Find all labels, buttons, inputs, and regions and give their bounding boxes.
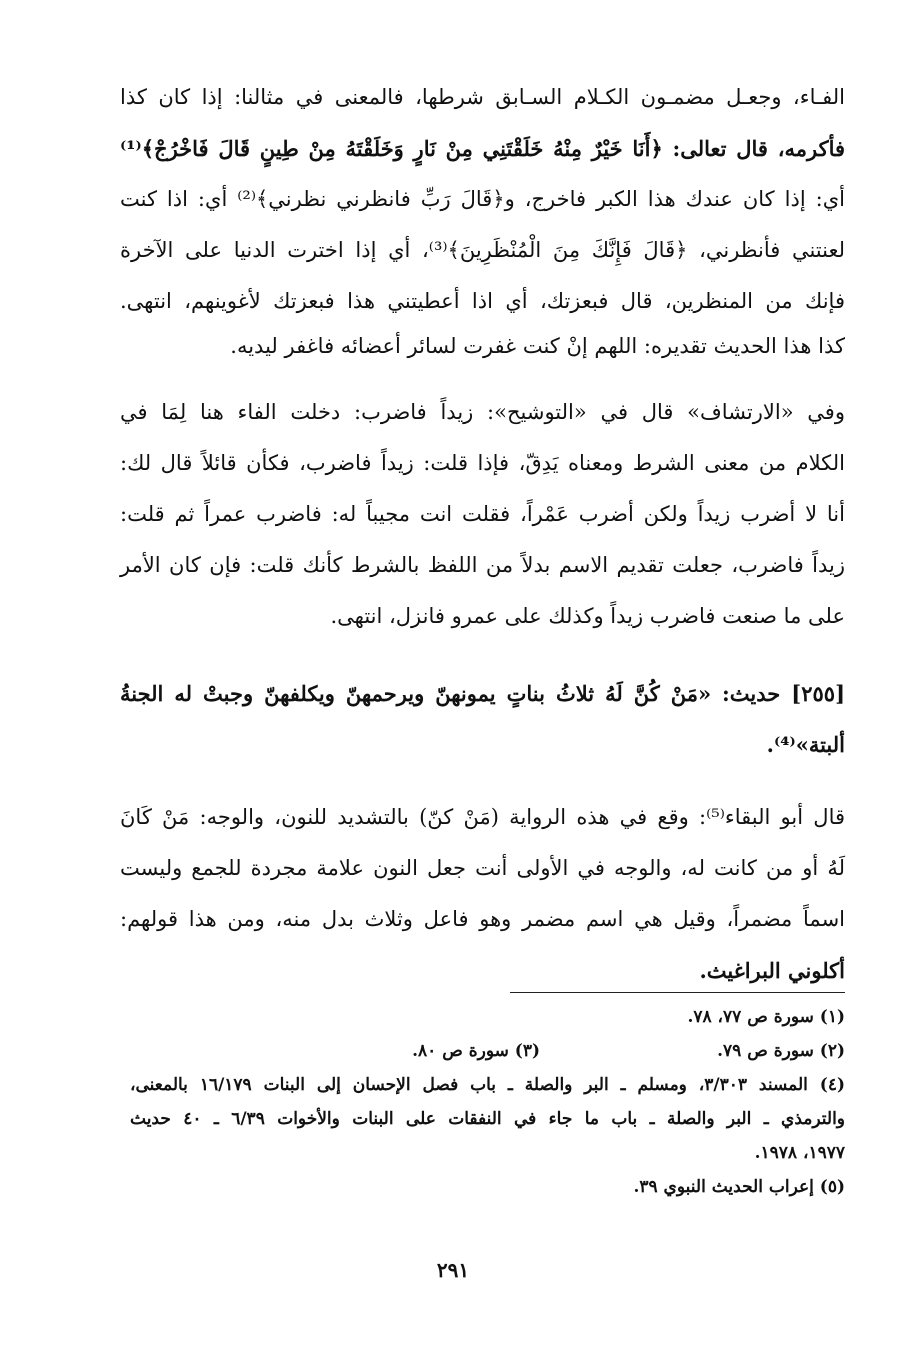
text-line: ألبتة»⁽⁴⁾. <box>766 732 845 757</box>
footnote-divider <box>510 992 845 993</box>
page-body <box>120 72 845 996</box>
footnote-row-2-3 <box>130 1034 845 1068</box>
hadith-heading <box>120 668 845 770</box>
footnote-4-line: (٤) المسند ٣/٣٠٣، ومسلم ـ البر والصلة ـ باب فصل الإحسان إلى البنات ١٦/١٧٩ بالمعنى، <box>130 1075 845 1095</box>
text-line: أي: إذا كان عندك هذا الكبر فاخرج، و﴿قَالَ رَبِّ فانظرني نظرني﴾⁽²⁾ أي: اذا كنت <box>120 187 845 211</box>
text-line: أكلوني البراغيث. <box>699 958 845 983</box>
footnote-4-line: ١٩٧٧، ١٩٧٨. <box>754 1143 845 1163</box>
footnote-1: (١) سورة ص ٧٧، ٧٨. <box>687 1007 845 1027</box>
footnote-2: (٢) سورة ص ٧٩. <box>717 1041 845 1061</box>
text-line: اسماً مضمراً، وقيل هي اسم مضمر وهو فاعل وثلاث بدل منه، ومن هذا قولهم: <box>120 907 845 931</box>
text-line: الكلام من معنى الشرط ومعناه يَدِقّ، فإذا قلت: زيداً فاضرب، فكأن قائلاً قال لك: <box>120 451 845 475</box>
text-line: لَهُ أو من كانت له، والوجه في الأولى أنت جعل النون علامة مجردة للجمع وليست <box>120 856 845 880</box>
text-line: زيداً فاضرب، جعلت تقديم الاسم بدلاً من اللفظ بالشرط كأنك قلت: فإن كان الأمر <box>120 553 845 577</box>
text-line: فأكرمه، قال تعالى: ﴿أَنَا خَيْرٌ مِنْهُ خَلَقْتَنِي مِنْ نَارٍ وَخَلَقْتَهُ مِنْ طِينٍ قَالَ فَاخْرُجْ﴾⁽¹⁾ <box>120 136 845 161</box>
paragraph-3 <box>120 792 845 996</box>
text-line: [٢٥٥] حديث: «مَنْ كُنَّ لَهُ ثلاثُ بناتٍ يمونهنّ ويرحمهنّ ويكلفهنّ وجبتْ له الجنةُ <box>120 681 845 706</box>
paragraph-1 <box>120 72 845 365</box>
text-line: فإنك من المنظرين، قال فبعزتك، أي اذا أعطيتني هذا فبعزتك لأغوينهم، انتهى. <box>120 289 845 313</box>
paragraph-2 <box>120 387 845 642</box>
text-line: قال أبو البقاء⁽⁵⁾: وقع في هذه الرواية (مَنْ كنّ) بالتشديد للنون، والوجه: مَنْ كَانَ <box>120 805 846 829</box>
text-line: لعنتني فأنظرني، ﴿قَالَ فَإِنَّكَ مِنَ الْمُنْظَرِينَ﴾⁽³⁾، أي إذا اخترت الدنيا على الآخرة <box>120 238 846 262</box>
footnote-3: (٣) سورة ص ٨٠. <box>412 1041 540 1061</box>
footnotes <box>130 1000 845 1204</box>
text-line: وفي «الارتشاف» قال في «التوشيح»: زيداً فاضرب: دخلت الفاء هنا لِمَا في <box>120 400 845 424</box>
text-line: الفـاء، وجعـل مضمـون الكـلام السـابق شرطها، فالمعنى في مثالنا: إذا كان كذا <box>120 85 845 109</box>
footnote-5: (٥) إعراب الحديث النبوي ٣٩. <box>633 1177 845 1197</box>
text-line: كذا هذا الحديث تقديره: اللهم إنْ كنت غفرت لسائر أعضائه فاغفر ليديه. <box>230 334 845 358</box>
footnote-4-line: والترمذي ـ البر والصلة ـ باب ما جاء في النفقات على البنات والأخوات ٦/٣٩ ـ ٤٠ حديث <box>130 1109 845 1129</box>
text-line: أنا لا أضرب زيداً ولكن أضرب عَمْراً، فقلت انت مجيباً له: فاضرب عمراً ثم قلت: <box>120 502 845 526</box>
page-number: ٢٩١ <box>436 1258 470 1282</box>
text-line: على ما صنعت فاضرب زيداً وكذلك على عمرو فانزل، انتهى. <box>330 604 845 628</box>
